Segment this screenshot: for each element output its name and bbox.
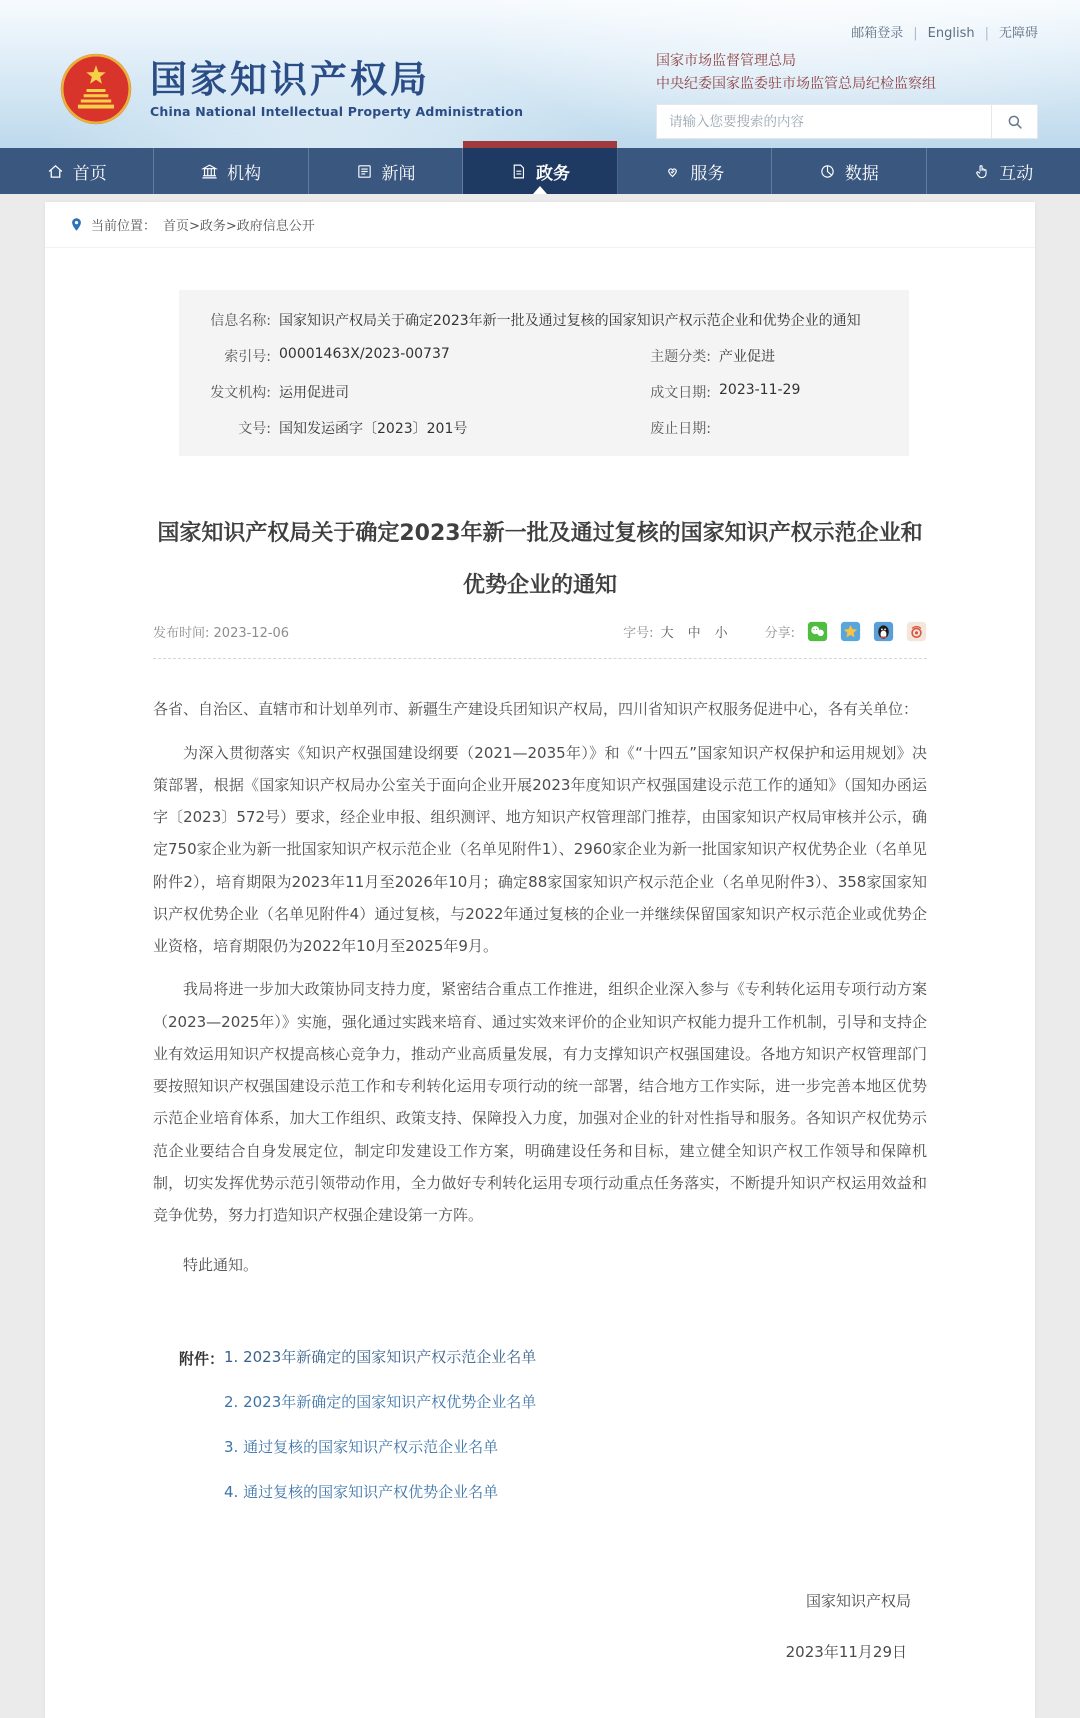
attachment-link-4[interactable]: 4. 通过复核的国家知识产权优势企业名单 xyxy=(224,1482,499,1501)
qzone-icon xyxy=(840,621,861,642)
english-link[interactable]: English xyxy=(927,26,975,41)
publish-date xyxy=(153,622,289,641)
accessibility-link[interactable]: 无障碍 xyxy=(998,26,1038,41)
article-paragraph-closing: 特此通知。 xyxy=(183,1256,259,1275)
attachments-label: 附件： xyxy=(179,1349,225,1368)
info-row-issuer xyxy=(179,374,909,410)
home-icon xyxy=(47,163,64,180)
link-separator: | xyxy=(984,26,989,41)
nav-item-label: 新闻 xyxy=(381,163,416,184)
nav-item-label: 服务 xyxy=(690,163,725,184)
hand-pointer-icon xyxy=(973,163,990,180)
font-size-medium-button[interactable]: 中 xyxy=(687,626,701,642)
info-date-label: 成文日期: xyxy=(650,385,711,401)
institution-icon xyxy=(201,163,218,180)
related-org-links xyxy=(656,50,1038,95)
heart-service-icon xyxy=(664,163,681,180)
info-date-value: 2023-11-29 xyxy=(719,382,801,398)
attachment-link-1[interactable]: 1. 2023年新确定的国家知识产权示范企业名单 xyxy=(224,1347,537,1366)
nav-item-label: 数据 xyxy=(844,163,879,184)
site-header xyxy=(0,0,1080,148)
fontsize-label: 字号: xyxy=(623,626,654,642)
page-background xyxy=(0,194,1080,1718)
attachment-link-2[interactable]: 2. 2023年新确定的国家知识产权优势企业名单 xyxy=(224,1392,537,1411)
qq-icon xyxy=(873,621,894,642)
national-emblem-icon xyxy=(58,51,134,127)
info-index-label: 索引号: xyxy=(224,349,271,365)
nav-item-interact[interactable] xyxy=(927,148,1080,194)
article-body xyxy=(153,693,927,1281)
article-paragraph-1: 为深入贯彻落实《知识产权强国建设纲要（2021—2035年）》和《“十四五”国家知识产权保护和运用规划》决策部署，根据《国家知识产权局办公室关于面向企业开展2023年度知识产权强国建设示范工作的通知》（国知办函运字〔2023〕572号）要求，经企业申报、组织测评、地方知识产权管理部门推荐，由国家知识产权局审核并公示，确定750家企业为新一批国家知识产权示范企业（名单见附件1）、2960家企业为新一批国家知识产权优势企业（名单见附件2），培育期限为2023年11月至2026年10月；确定88家国家知识产权示范企业（名单见附件3）、358家国家知识产权优势企业（名单见附件4）通过复核，与2022年通过复核的企业一并继续保留国家知识产权示范企业或优势企业资格，培育期限仍为2022年10月至2025年9月。 xyxy=(153,743,927,956)
article-title: 国家知识产权局关于确定2023年新一批及通过复核的国家知识产权示范企业和优势企业的通知 xyxy=(157,521,923,598)
share-label: 分享: xyxy=(764,626,795,642)
nav-item-label: 政务 xyxy=(535,163,570,184)
nav-item-label: 首页 xyxy=(72,163,107,184)
document-icon xyxy=(510,163,527,180)
breadcrumb xyxy=(45,202,1035,248)
share-qq-button[interactable] xyxy=(873,621,894,642)
share-weibo-button[interactable] xyxy=(906,621,927,642)
font-size-large-button[interactable]: 大 xyxy=(660,626,674,642)
info-topic-value: 产业促进 xyxy=(719,349,775,365)
info-row-name xyxy=(179,302,909,338)
location-pin-icon xyxy=(69,217,84,232)
article-paragraph-2: 我局将进一步加大政策协同支持力度，紧密结合重点工作推进，组织企业深入参与《专利转化运用专项行动方案（2023—2025年）》实施，强化通过实践来培育、通过实效来评价的企业知识产权能力提升工作机制，引导和支持企业有效运用知识产权提高核心竞争力，推动产业高质量发展，有力支撑知识产权强国建设。各地方知识产权管理部门要按照知识产权强国建设示范工作和专利转化运用专项行动的统一部署，结合地方工作实际，进一步完善本地区优势示范企业培育体系，加大工作组织、政策支持、保障投入力度，加强对企业的针对性指导和服务。各知识产权优势示范企业要结合自身发展定位，制定印发建设工作方案，明确建设任务和目标，建立健全知识产权工作领导和保障机制，切实发挥优势示范引领带动作用，全力做好专利转化运用专项行动重点任务落实，不断提升知识产权运用效益和竞争优势，努力打造知识产权强企建设第一方阵。 xyxy=(153,980,927,1225)
share-qzone-button[interactable] xyxy=(840,621,861,642)
attachment-link-3[interactable]: 3. 通过复核的国家知识产权示范企业名单 xyxy=(224,1437,499,1456)
info-topic-label: 主题分类: xyxy=(650,349,711,365)
news-icon xyxy=(356,163,373,180)
nav-item-service[interactable] xyxy=(618,148,772,194)
main-nav xyxy=(0,148,1080,194)
meta-controls xyxy=(623,621,927,642)
attachments-section xyxy=(179,1348,927,1528)
nav-item-news[interactable] xyxy=(309,148,463,194)
share-wechat-button[interactable] xyxy=(807,621,828,642)
search-input[interactable] xyxy=(657,105,991,138)
font-size-small-button[interactable]: 小 xyxy=(714,626,728,642)
nav-item-institution[interactable] xyxy=(154,148,308,194)
signature-block xyxy=(153,1590,927,1662)
nav-item-government-affairs[interactable] xyxy=(463,148,617,194)
info-row-index xyxy=(179,338,909,374)
signature-date: 2023年11月29日 xyxy=(785,1642,907,1661)
signature-org: 国家知识产权局 xyxy=(805,1591,911,1610)
header-right xyxy=(656,16,1038,148)
info-index-value: 00001463X/2023-00737 xyxy=(279,346,450,362)
pie-chart-icon xyxy=(819,163,836,180)
nav-item-label: 互动 xyxy=(999,163,1034,184)
nav-item-data[interactable] xyxy=(772,148,926,194)
attachment-list xyxy=(224,1348,536,1528)
mail-login-link[interactable]: 邮箱登录 xyxy=(851,26,904,41)
info-expire-label: 废止日期: xyxy=(650,421,711,437)
search-button[interactable] xyxy=(991,105,1037,138)
nav-item-label: 机构 xyxy=(227,163,262,184)
content-card xyxy=(45,202,1035,1718)
site-title-group xyxy=(150,59,523,120)
article-container xyxy=(45,248,1035,1708)
bottom-spacer xyxy=(153,1662,927,1708)
nav-item-home[interactable] xyxy=(0,148,154,194)
search-icon xyxy=(1006,113,1024,131)
info-name-value: 国家知识产权局关于确定2023年新一批及通过复核的国家知识产权示范企业和优势企业的通知 xyxy=(279,313,861,329)
breadcrumb-label: 当前位置： xyxy=(91,219,157,234)
link-separator: | xyxy=(913,26,918,41)
search-bar xyxy=(656,104,1038,139)
publish-date-value: 2023-12-06 xyxy=(213,626,290,642)
info-doc-label: 文号: xyxy=(238,421,271,437)
document-info-table xyxy=(179,290,909,456)
article-paragraph-salutation: 各省、自治区、直辖市和计划单列市、新疆生产建设兵团知识产权局，四川省知识产权服务促进中心，各有关单位： xyxy=(153,700,919,719)
top-links xyxy=(656,22,1038,41)
logo-block xyxy=(58,30,523,148)
info-issuer-value: 运用促进司 xyxy=(279,385,349,401)
wechat-icon xyxy=(807,621,828,642)
info-issuer-label: 发文机构: xyxy=(210,385,271,401)
publish-date-label: 发布时间: xyxy=(153,626,210,642)
org-link-discipline-group[interactable]: 中央纪委国家监委驻市场监管总局纪检监察组 xyxy=(656,75,936,92)
info-expire-value xyxy=(719,418,909,438)
weibo-icon xyxy=(906,621,927,642)
info-doc-value: 国知发运函字〔2023〕201号 xyxy=(279,421,468,437)
article-meta-row xyxy=(153,621,927,659)
info-name-label: 信息名称: xyxy=(210,313,271,329)
info-row-docnumber xyxy=(179,410,909,446)
site-subtitle: China National Intellectual Property Administration xyxy=(150,104,524,120)
org-link-samr[interactable]: 国家市场监督管理总局 xyxy=(656,53,796,69)
site-title: 国家知识产权局 xyxy=(150,57,430,101)
breadcrumb-path: 首页>政务>政府信息公开 xyxy=(163,219,315,234)
